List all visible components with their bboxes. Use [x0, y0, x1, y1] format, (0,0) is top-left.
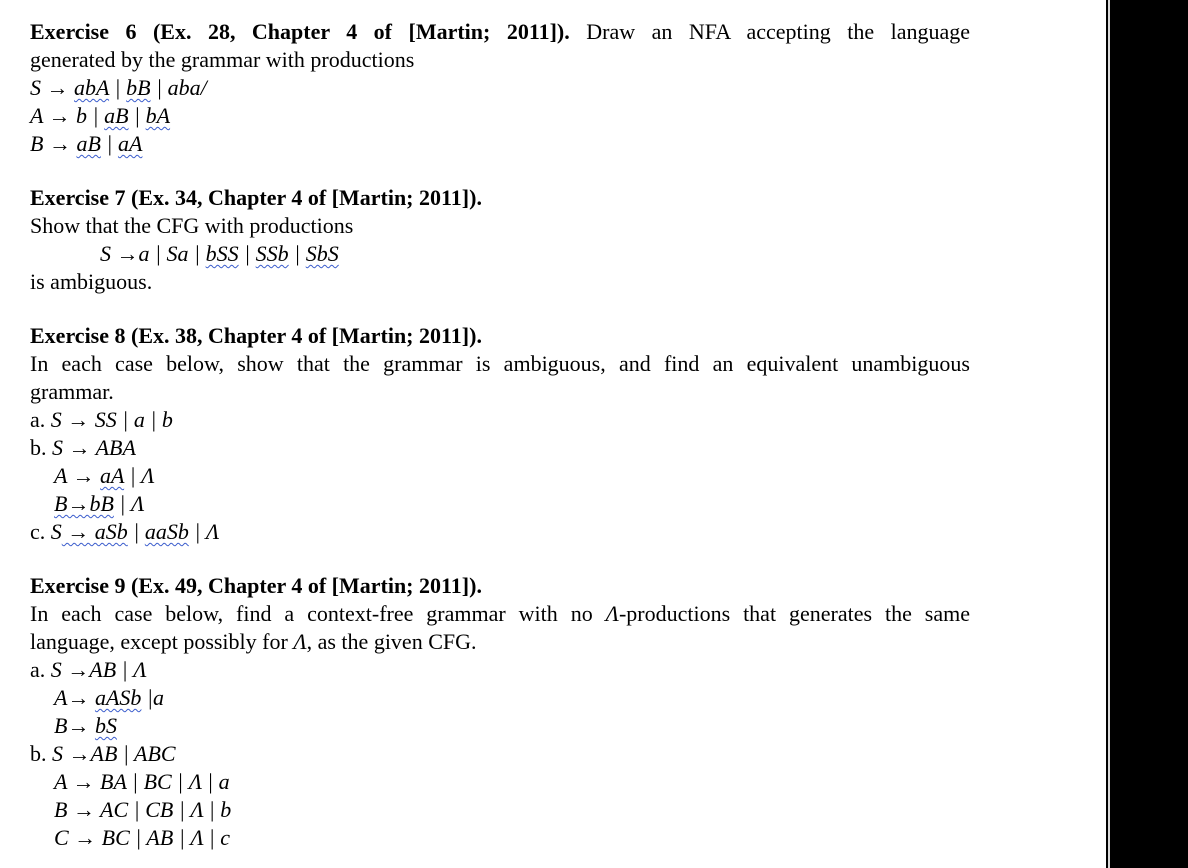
exercise-7-text: Show that the CFG with productions: [30, 213, 354, 238]
exercise-8-part-a: a. S → SS | a | b: [30, 407, 173, 432]
exercise-9-text-cont: language, except possibly for Λ, as the given CFG.: [30, 629, 477, 654]
exercise-6-text: generated by the grammar with productions: [30, 47, 415, 72]
exercise-6-production-a: A → b | aB | bA: [30, 103, 171, 128]
exercise-9-part-b-production-c: C → BC | AB | Λ | c: [54, 825, 231, 850]
exercise-6-heading: [30, 18, 970, 46]
exercise-6-production-s: S → abA | bB | aba/: [30, 75, 207, 100]
exercise-9-part-b-production-b: B → AC | CB | Λ | b: [54, 797, 232, 822]
exercise-6-production-b: B → aB | aA: [30, 131, 143, 156]
exercise-7-conclusion: is ambiguous.: [30, 269, 153, 294]
exercise-7-title: Exercise 7 (Ex. 34, Chapter 4 of [Martin; 2011]).: [30, 185, 482, 210]
exercise-6-intro: Draw an NFA accepting the language: [569, 19, 970, 44]
exercise-8-part-c: c. S → aSb | aaSb | Λ: [30, 519, 220, 544]
exercise-9-part-a: a. S →AB | Λ: [30, 657, 147, 682]
document-content: [30, 18, 970, 852]
exercise-8-text: In each case below, show that the grammar is ambiguous, and find an equivalent unambiguous: [30, 351, 970, 376]
exercise-8-part-b-production-b: B→bB | Λ: [54, 491, 145, 516]
exercise-9-title: Exercise 9 (Ex. 49, Chapter 4 of [Martin; 2011]).: [30, 573, 482, 598]
exercise-9-text: In each case below, find a context-free grammar with no Λ-productions that generates the same: [30, 601, 971, 626]
page-edge-divider: [1108, 0, 1110, 868]
exercise-8-title: Exercise 8 (Ex. 38, Chapter 4 of [Martin; 2011]).: [30, 323, 482, 348]
exercise-8-part-b: b. S → ABA: [30, 435, 136, 460]
exercise-9-part-a-production-b: B→ bS: [54, 713, 117, 738]
exercise-9-part-b-production-a: A → BA | BC | Λ | a: [54, 769, 230, 794]
exercise-8-part-b-production-a: A → aA | Λ: [54, 463, 155, 488]
exercise-8-text-cont: grammar.: [30, 379, 114, 404]
exercise-7-production: S →a | Sa | bSS | SSb | SbS: [100, 241, 339, 266]
exercise-6-title: Exercise 6 (Ex. 28, Chapter 4 of [Martin; 2011]).: [30, 19, 570, 44]
exercise-9-part-a-production-a: A→ aASb |a: [54, 685, 164, 710]
exercise-9-part-b: b. S →AB | ABC: [30, 741, 176, 766]
